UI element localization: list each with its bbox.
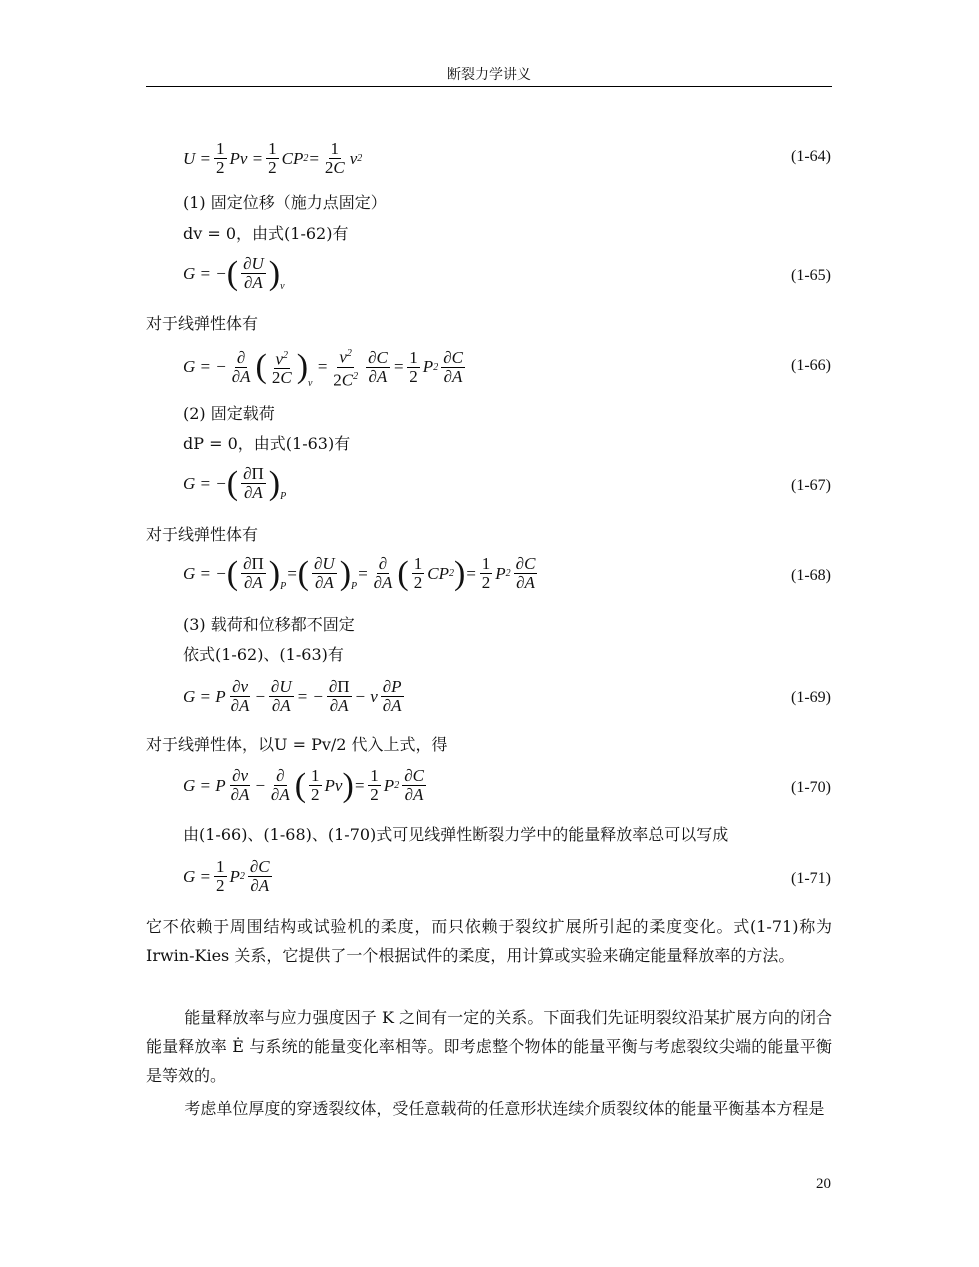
equation-number: (1-71)	[791, 870, 831, 887]
paragraph: 考虑单位厚度的穿透裂纹体，受任意载荷的任意形状连续介质裂纹体的能量平衡基本方程是	[184, 1099, 825, 1118]
equation-number: (1-65)	[791, 267, 831, 284]
header-rule	[146, 86, 832, 87]
equation-1-66: G = − $\frac{\partial}{\partial A}$ ( $\frac{v^2}{2C}$ ) $_v$ = $\frac{v^2}{2C^2}$ $\frac{\partial C}{\partial A}$ = $\frac{1}{2}$ P 2 $\frac{\partial C}{\partial A}$	[183, 345, 468, 389]
equation-number: (1-69)	[791, 689, 831, 706]
equation-1-67: G = − ( $\frac{\partial\Pi}{\partial A}$ ) $_P$	[183, 464, 287, 502]
body-text: 对于线弹性体有	[146, 314, 259, 333]
equation-number: (1-70)	[791, 779, 831, 796]
condition-text: dP = 0，由式(1-63)有	[183, 434, 351, 453]
body-text: 对于线弹性体有	[146, 525, 259, 544]
paragraph: 能量释放率与应力强度因子 K 之间有一定的关系。下面我们先证明裂纹沿某扩展方向的闭合能量释放率 Ė 与系统的能量变化率相等。即考虑整个物体的能量平衡与考虑裂纹尖端的能量平衡是等效的。	[146, 1008, 832, 1085]
equation-1-65: G = − ( $\frac{\partial U}{\partial A}$ ) $_v$	[183, 254, 285, 292]
equation-1-71: G = $\frac{1}{2}$ P 2 $\frac{\partial C}{\partial A}$	[183, 857, 270, 895]
condition-text: dv = 0，由式(1-62)有	[183, 224, 349, 243]
running-header: 断裂力学讲义	[447, 67, 531, 83]
paragraph: 它不依赖于周围结构或试验机的柔度，而只依赖于裂纹扩展所引起的柔度变化。式(1-71)称为 Irwin-Kies 关系，它提供了一个根据试件的柔度，用计算或实验来确定能量释放率的方法。	[146, 917, 832, 965]
equation-number: (1-64)	[791, 148, 831, 165]
equation-number: (1-68)	[791, 567, 831, 584]
condition-text: 依式(1-62)、(1-63)有	[183, 645, 344, 664]
case-heading: (1) 固定位移（施力点固定）	[183, 193, 387, 212]
equation-1-69: G = P $\frac{\partial v}{\partial A}$ − $\frac{\partial U}{\partial A}$ = − $\frac{\partial\Pi}{\partial A}$ − v $\frac{\partial P}{\partial A}$	[183, 677, 402, 715]
equation-1-70: G = P $\frac{\partial v}{\partial A}$ − $\frac{\partial}{\partial A}$ ( $\frac{1}{2}$ Pv ) = $\frac{1}{2}$ P 2 $\frac{\partial C}{\partial A}$	[183, 766, 424, 804]
equation-number: (1-66)	[791, 357, 831, 374]
case-heading: (3) 载荷和位移都不固定	[183, 615, 355, 634]
equation-1-68: G = − ( $\frac{\partial\Pi}{\partial A}$ ) $_P$ = ( $\frac{\partial U}{\partial A}$ ) $_P$ = $\frac{\partial}{\partial A}$ ( $\frac{1}{2}$ CP 2 ) = $\frac{1}{2}$ P 2 $\frac{\partial C}{\partial A}$	[183, 554, 536, 592]
equation-number: (1-67)	[791, 477, 831, 494]
case-heading: (2) 固定载荷	[183, 404, 275, 423]
page-number: 20	[816, 1176, 831, 1192]
body-text: 对于线弹性体，以U = Pv/2 代入上式，得	[146, 735, 448, 754]
equation-1-64: U = $\frac{1}{2}$ Pv = $\frac{1}{2}$ CP 2 = $\frac{1}{2C}$ v 2	[183, 139, 363, 177]
body-text: 由(1-66)、(1-68)、(1-70)式可见线弹性断裂力学中的能量释放率总可以写成	[183, 825, 729, 844]
